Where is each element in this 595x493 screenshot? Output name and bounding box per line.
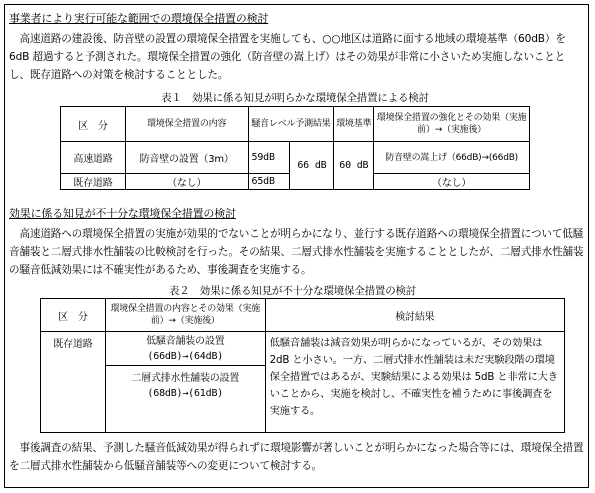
section1-heading: 事業者により実行可能な範囲での環境保全措置の検討: [9, 12, 269, 25]
table1-header-standard: 環境基準: [334, 107, 374, 142]
table1-row2-measure: （なし）: [125, 174, 248, 190]
table2-header-measure: 環境保全措置の内容とその効果（実施前）→（実施後）: [105, 299, 265, 332]
table2-result: 低騒音舗装は減音効果が明らかになっているが、その効果は 2dB と小さい。一方、二層式排水性舗装は未だ実験段階の環境保全措置ではあるが、実験結果による効果は 5dB と非常に大きいことから、実施を検討し、不確実性を補うために事後調査を実施する。: [265, 332, 564, 433]
table2-option1-effect: (66dB)→(64dB): [147, 350, 224, 362]
table1-header-measure: 環境保全措置の内容: [125, 107, 248, 142]
table1-row1-level: 59dB: [248, 142, 290, 174]
table2-caption: 表２ 効果に係る知見が不十分な環境保全措置の検討: [168, 285, 417, 297]
table1-header-effect: 環境保全措置の強化とその効果（実施前）→（実施後）: [374, 107, 530, 142]
table2-category: 既存道路: [41, 332, 106, 433]
section1-paragraph: 高速道路の建設後、防音壁の設置の環境保全措置を実施しても、○○地区は道路に面する地域の環境基準（60dB）を 6dB 超過すると予測された。環境保全措置の強化（防音壁の嵩上げ）はその効果が非常に小さいため実施しないこととし、既存道路への対策を検討することとした。: [9, 33, 566, 81]
table2-option2-effect: (68dB)→(61dB): [147, 388, 224, 399]
table2-option1: [105, 332, 265, 366]
table1-header-category: 区 分: [61, 107, 126, 142]
closing-paragraph: 事後調査の結果、予測した騒音低減効果が得られずに環境影響が著しいことが明らかになった場合等には、環境保全措置を二層式排水性舗装から低騒音舗装等への変更について検討する。: [9, 442, 584, 472]
section2-heading: 効果に係る知見が不十分な環境保全措置の検討: [9, 207, 236, 220]
table1-combined-level: 66 dB: [290, 142, 334, 190]
table1-standard: 60 dB: [334, 142, 374, 190]
table2-header-result: 検討結果: [265, 299, 564, 332]
table2-option1-name: 低騒音舗装の設置: [146, 335, 225, 347]
table1-row2-level: 65dB: [248, 174, 290, 190]
table1-row2-category: 既存道路: [61, 174, 126, 190]
table2-option2-name: 二層式排水性舗装の設置: [131, 373, 240, 384]
table2-header-category: 区 分: [41, 299, 106, 332]
section2-paragraph: 高速道路への環境保全措置の実施が効果的でないことが明らかになり、並行する既存道路への環境保全措置について低騒音舗装と二層式排水性舗装の比較検討を行った。その結果、二層式排水性舗装を実施することとしたが、二層式排水性舗装の騒音低減効果には不確実性があるため、事後調査を実施する。: [9, 228, 584, 276]
table1-row2-effect: （なし）: [374, 174, 530, 190]
table1-caption: 表１ 効果に係る知見が明らかな環境保全措置による検討: [161, 92, 429, 104]
table2: [40, 298, 565, 433]
table1-row1-category: 高速道路: [61, 142, 126, 174]
table1: [60, 106, 530, 190]
table1-row1-measure: 防音壁の設置（3m）: [125, 142, 248, 174]
table1-header-level: 騒音レベル予測結果: [248, 107, 334, 142]
table1-row1-effect: 防音壁の嵩上げ（66dB)→(66dB): [374, 142, 530, 174]
table2-option2: [105, 366, 265, 433]
